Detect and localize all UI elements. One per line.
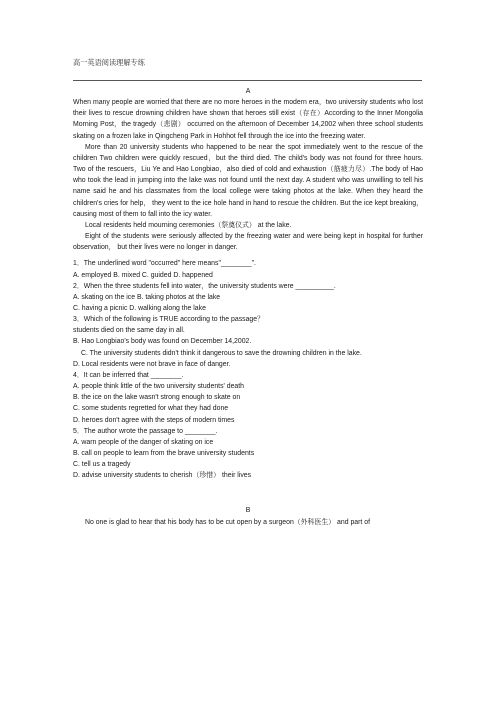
question-5-option-c: C. tell us a tragedy bbox=[73, 461, 131, 469]
passage-a-label: A bbox=[245, 88, 251, 95]
question-5-option-d: D. advise university students to cherish（珍惜） their lives bbox=[73, 472, 252, 480]
question-2-option-row-2: C. having a picnic D. walking along the lake bbox=[73, 304, 206, 312]
question-4-option-b: B. the ice on the lake wasn't strong enough to skate on bbox=[73, 394, 241, 402]
question-3-option-a: students died on the same day in all. bbox=[73, 327, 185, 335]
passage-a-paragraph-2: More than 20 university students who happened to be near the spot immediately went to the rescue of the children Two children were quickly rescued，but the third died. The child's body was not found for three hours. Two of the rescuers，Liu Ye and Hao Longbiao，also died of cold and exhaustion（筋疲力尽）.The body of Hao who took the lead in jumping into the lake was not found until the next day. A student who was unwilling to tell his name said he and his classmates from the local college were taking photos at the lake. When they heard the children's cries for help， they went to the ice hole hand in hand to rescue the children. But the ice kept breaking，causing most of them to fall into the icy water. bbox=[73, 143, 423, 218]
passage-a-paragraph-3: Local residents held mourning ceremonies（祭奠仪式） at the lake. bbox=[85, 221, 292, 229]
passage-b-label: B bbox=[245, 507, 251, 515]
passage-a-paragraph-4: Eight of the students were seriously affected by the freezing water and were being kept in hospital for further observation， but their lives were no longer in danger. bbox=[73, 233, 423, 252]
question-5-stem: 5．The author wrote the passage to ________. bbox=[73, 427, 218, 435]
question-5-option-b: B. call on people to learn from the brave university students bbox=[73, 450, 255, 457]
passage-b-paragraph-1: No one is glad to hear that his body has to be cut open by a surgeon（外科医生） and part of bbox=[85, 518, 370, 526]
question-5-option-a: A. warn people of the danger of skating on ice bbox=[73, 438, 214, 446]
question-4-stem: 4．It can be inferred that ________. bbox=[73, 371, 184, 379]
passage-a-paragraph-1: When many people are worried that there are no more heroes in the modern era，two university students who lost their lives to rescue drowning children have shown that heroes still exist（存在）According to the Inner Mongolia Morning Post，the tragedy（悲剧） occurred on the afternoon of December 14,2002 when three school students skating on a frozen lake in Qingcheng Park in Hohhot fell through the ice into the freezing water. bbox=[73, 99, 423, 140]
question-2-stem: 2．When the three students fell into water，the university students were __________. bbox=[73, 282, 336, 290]
document-header: 高一英语阅读理解专练 bbox=[73, 58, 145, 67]
question-4-option-a: A. people think little of the two university students' death bbox=[73, 383, 245, 391]
question-2-option-row-1: A. skating on the ice B. taking photos at the lake bbox=[73, 293, 221, 301]
question-1-options: A. employed B. mixed C. guided D. happened bbox=[73, 271, 213, 279]
question-3-stem: 3．Which of the following is TRUE according to the passage？ bbox=[73, 316, 264, 324]
question-1-stem: 1．The underlined word "occurred" here means"________". bbox=[73, 260, 256, 268]
question-4-option-d: D. heroes don't agree with the steps of modern times bbox=[73, 416, 235, 424]
question-3-option-b: B. Hao Longbiao's body was found on December 14,2002. bbox=[73, 338, 252, 346]
question-3-option-d: D. Local residents were not brave in face of danger. bbox=[73, 360, 231, 368]
document-body bbox=[73, 86, 423, 528]
question-3-option-c: C. The university students didn't think it dangerous to save the drowning children in the lake. bbox=[81, 349, 362, 357]
question-4-option-c: C. some students regretted for what they had done bbox=[73, 405, 229, 413]
header-rule bbox=[73, 80, 422, 81]
